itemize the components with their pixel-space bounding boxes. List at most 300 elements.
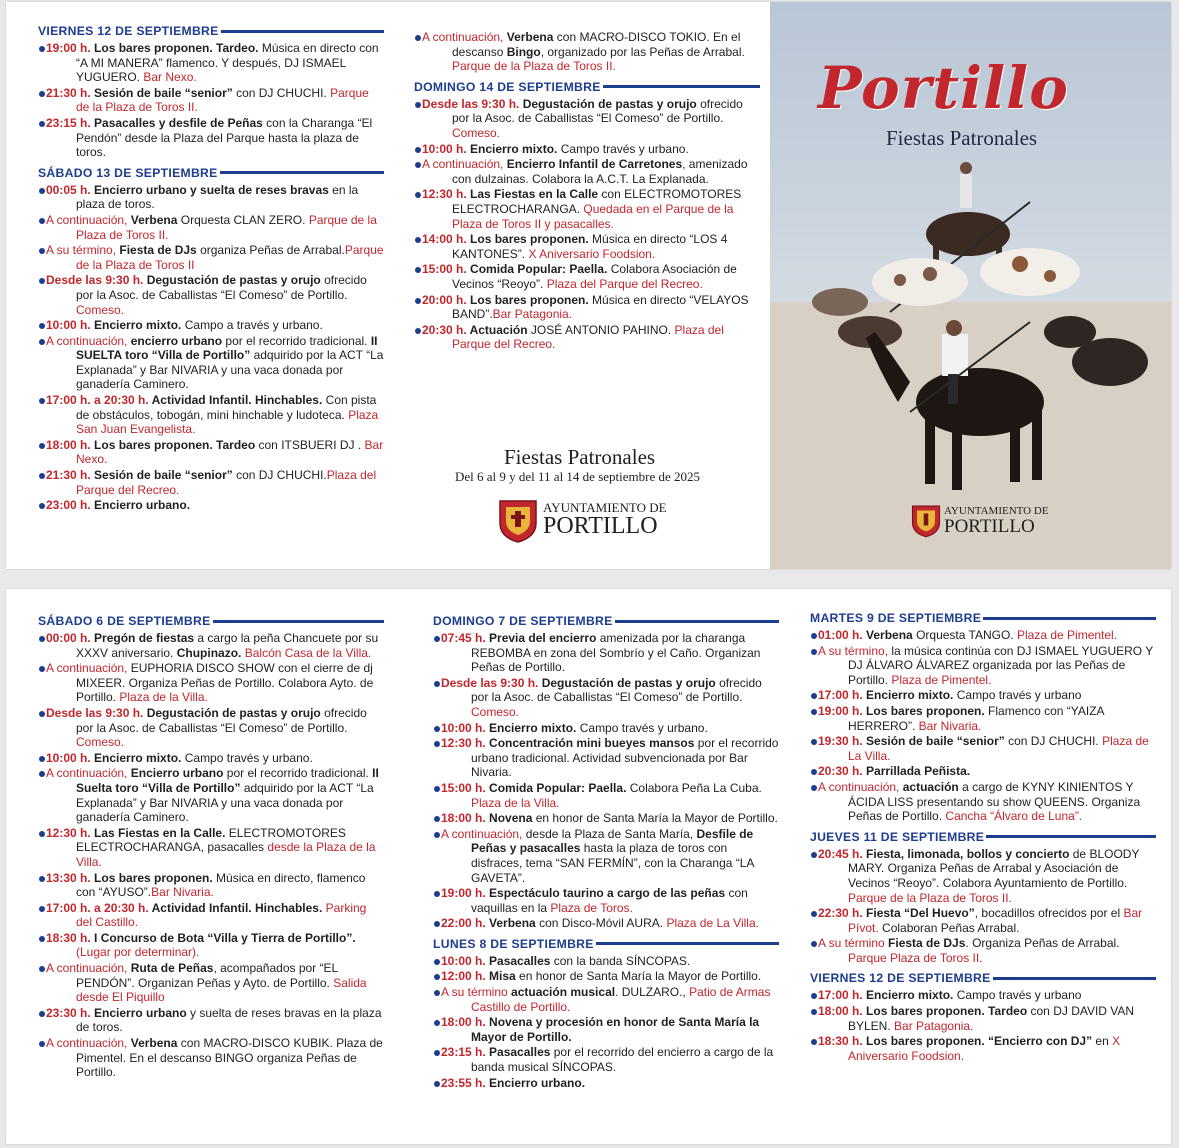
event-time: 20:00 h. <box>422 292 471 307</box>
event-text <box>441 954 690 968</box>
bullet-icon <box>39 248 45 254</box>
event-text <box>46 1036 383 1079</box>
bullet-icon <box>434 959 440 965</box>
event-time: 20:30 h. <box>818 764 867 779</box>
day-header-text: VIERNES 12 DE SEPTIEMBRE <box>810 971 991 986</box>
event-text <box>422 232 727 261</box>
event-title: Actuación <box>469 322 528 337</box>
event-item <box>414 97 760 141</box>
event-title: Sesión de baile “senior” <box>94 85 233 100</box>
bullet-icon <box>415 267 421 273</box>
event-description: con MACRO-DISCO KUBIK. Plaza de Pimentel. En el descanso BINGO organiza Peñas de Portillo. <box>76 1036 383 1080</box>
event-time: 18:00 h. <box>441 811 490 826</box>
event-place: Plaza del Parque del Recreo. <box>543 276 703 291</box>
event-title: actuación <box>899 779 959 794</box>
event-prefix: A continuación, <box>422 157 504 172</box>
event-time: 15:00 h. <box>441 780 490 795</box>
bullet-icon <box>39 666 45 672</box>
event-title: Encierro mixto. <box>94 750 182 765</box>
event-place: X Aniversario Foodsion. <box>848 1034 1121 1063</box>
event-place: Plaza de la Villa. <box>116 690 208 705</box>
event-time: 07:45 h. <box>441 631 490 645</box>
bullet-icon <box>39 1041 45 1047</box>
event-description: con ITSBUERI DJ . <box>255 437 362 452</box>
event-title: Encierro urbano y suelta de reses bravas <box>94 182 329 197</box>
event-time: 10:00 h. <box>441 953 490 968</box>
event-item <box>433 1015 779 1044</box>
bullet-icon <box>811 709 817 715</box>
event-place: Bar Patagonia. <box>890 1018 974 1033</box>
event-title: Degustación de pastas y orujo <box>146 705 321 720</box>
event-text <box>441 781 762 810</box>
event-title: Actividad Infantil. Hinchables. <box>151 393 323 408</box>
event-description: con DJ CHUCHI. <box>1004 734 1099 749</box>
event-item <box>38 393 384 437</box>
bullet-icon <box>39 756 45 762</box>
event-text <box>818 988 1081 1002</box>
event-text <box>46 393 378 436</box>
bullet-icon <box>434 741 440 747</box>
event-item <box>38 498 384 513</box>
brand-title: Portillo <box>818 54 1069 122</box>
event-item <box>38 273 384 317</box>
bottom-column-3 <box>810 611 1156 1069</box>
event-description: con DJ CHUCHI. <box>232 468 327 483</box>
event-prefix: A continuación, <box>818 779 900 794</box>
event-time: 19:30 h. <box>818 734 867 749</box>
day-header <box>38 166 384 180</box>
event-place: Comeso. <box>76 302 125 317</box>
event-title: Fiesta, limonada, bollos y concierto <box>866 846 1070 861</box>
event-item <box>414 157 760 186</box>
event-title: Degustación de pastas y orujo <box>541 675 716 690</box>
event-prefix: A continuación, <box>46 1036 128 1051</box>
event-item <box>810 936 1156 965</box>
event-time: 21:30 h. <box>46 468 95 483</box>
event-item <box>414 262 760 291</box>
event-description: la música continúa con DJ ISMAEL YUGUERO Y DJ ÁLVARO ÁLVAREZ organizada por las Peñas de Portillo. <box>848 643 1154 687</box>
event-item <box>433 811 779 826</box>
bullet-icon <box>811 911 817 917</box>
day-section <box>38 24 384 160</box>
day-header <box>38 614 384 628</box>
event-text <box>422 97 743 140</box>
event-description: de BLOODY MARY. Organiza Peñas de Arrabal y Asociación de Vecinos “Reoyo”. Colabora Ayuntamiento de Portillo. <box>848 846 1140 890</box>
event-time: 19:00 h. <box>818 703 867 718</box>
header-rule <box>221 30 384 33</box>
event-text <box>46 318 323 332</box>
event-time: 17:00 h. <box>818 688 867 703</box>
event-item <box>810 847 1156 905</box>
event-text <box>818 688 1081 702</box>
top-column-1 <box>38 24 384 519</box>
event-item <box>38 901 384 930</box>
event-place: Plaza de Toros. <box>547 900 633 915</box>
bullet-icon <box>434 1081 440 1087</box>
event-text <box>441 631 760 674</box>
event-title: Verbena <box>127 212 178 227</box>
event-title-2: II Suelta toro “Villa de Portillo” <box>76 766 379 795</box>
event-title: Parrillada Peñista. <box>866 764 971 779</box>
event-text <box>441 736 778 779</box>
event-item <box>810 988 1156 1003</box>
event-item <box>810 780 1156 824</box>
day-header <box>38 24 384 38</box>
event-place: Parque de la Plaza de Toros II. <box>848 890 1012 905</box>
day-section <box>810 971 1156 1063</box>
event-text <box>46 661 373 704</box>
day-section <box>810 830 1156 966</box>
event-title: Sesión de baile “senior” <box>866 734 1005 749</box>
day-section <box>38 614 384 1080</box>
event-place: Plaza de La Villa. <box>663 916 759 931</box>
event-description: por el recorrido tradicional. <box>223 766 373 781</box>
event-time: 01:00 h. <box>818 628 867 642</box>
header-rule <box>993 977 1156 980</box>
event-item <box>433 631 779 675</box>
bullet-icon <box>39 711 45 717</box>
event-time: 12:30 h. <box>46 825 95 840</box>
event-item <box>38 871 384 900</box>
bullet-icon <box>415 328 421 334</box>
event-text <box>441 969 761 983</box>
event-description: Música en directo con “A MI MANERA” flamenco. Y después, DJ ISMAEL YUGUERO. <box>76 41 379 85</box>
event-prefix: A su término <box>818 936 885 951</box>
event-text <box>46 498 190 512</box>
event-text <box>422 187 741 230</box>
event-item <box>433 1076 779 1091</box>
event-place: Balcón Casa de la Villa. <box>241 645 372 660</box>
event-time: 12:00 h. <box>441 969 490 984</box>
event-text <box>46 183 358 212</box>
event-item <box>433 916 779 931</box>
bullet-icon <box>39 121 45 127</box>
event-title: Encierro urbano <box>127 766 224 781</box>
event-text <box>46 631 378 660</box>
event-prefix: A su término <box>441 985 508 1000</box>
event-title: Encierro urbano. <box>94 498 191 513</box>
event-title: Los bares proponen. Tardeo. <box>94 41 259 55</box>
event-time: 13:30 h. <box>46 870 95 885</box>
bullet-icon <box>434 974 440 980</box>
event-item <box>38 86 384 115</box>
day-header-text: SÁBADO 13 DE SEPTIEMBRE <box>38 165 218 180</box>
event-title: Pasacalles <box>489 953 551 968</box>
event-time: 12:30 h. <box>422 187 471 202</box>
event-place: Parque de la Plaza de Toros II. <box>76 85 369 115</box>
event-text <box>46 931 356 960</box>
event-text <box>46 86 369 115</box>
event-title: Novena y procesión en honor de Santa María la Mayor de Portillo. <box>471 1015 760 1044</box>
event-item <box>38 213 384 242</box>
event-title: Pasacalles <box>489 1045 551 1060</box>
event-title: Encierro mixto. <box>470 141 558 156</box>
event-time: 20:45 h. <box>818 846 867 861</box>
event-title: Concentración mini bueyes mansos <box>489 736 695 751</box>
event-text <box>818 644 1153 687</box>
event-title: Fiesta de DJs <box>116 243 197 258</box>
event-title: actuación musical <box>507 985 616 1000</box>
bullet-icon <box>811 1009 817 1015</box>
event-description: con DJ DAVID VAN BYLEN. <box>848 1004 1135 1033</box>
event-text <box>441 916 759 930</box>
event-item <box>433 736 779 780</box>
bullet-icon <box>39 188 45 194</box>
event-place: Plaza del Parque del Recreo. <box>452 322 724 352</box>
day-header-text: MARTES 9 DE SEPTIEMBRE <box>810 611 982 625</box>
event-item <box>414 187 760 231</box>
event-description: Música en directo, flamenco con “AYUSO”. <box>76 870 366 900</box>
top-column-2 <box>414 30 760 358</box>
event-item <box>433 985 779 1014</box>
event-description: Orquesta TANGO. <box>912 628 1014 642</box>
event-item <box>414 323 760 352</box>
event-description: con vaquillas en la <box>471 886 748 915</box>
event-item <box>414 142 760 157</box>
bullet-icon <box>39 876 45 882</box>
event-time: 10:00 h. <box>422 141 471 156</box>
event-title: Encierro Infantil de Carretones <box>503 157 683 172</box>
event-place: Bar Nivaria. <box>151 885 214 900</box>
bullet-icon <box>811 769 817 775</box>
event-prefix: A continuación, <box>46 661 128 676</box>
day-header-text: DOMINGO 7 DE SEPTIEMBRE <box>433 614 613 628</box>
event-item <box>433 954 779 969</box>
bullet-icon <box>811 693 817 699</box>
event-text <box>441 886 748 915</box>
event-place: Bar Patagonia. <box>492 307 573 322</box>
event-place: Bar Nexo. <box>140 70 197 85</box>
bottom-column-2 <box>433 614 779 1096</box>
event-text <box>422 262 737 291</box>
event-place: Comeso. <box>452 125 501 140</box>
event-item <box>433 721 779 736</box>
event-place: Cancha “Álvaro de Luna”. <box>942 809 1083 824</box>
event-description: amenizada por la charanga REBOMBA en zona del Sombrío y el Caño. Organizan Peñas de Portillo. <box>471 631 761 675</box>
day-header <box>810 830 1156 844</box>
header-rule <box>220 171 384 174</box>
event-description: desde la Plaza de Santa María, <box>522 826 697 841</box>
bullet-icon <box>434 816 440 822</box>
event-title: Los bares proponen. <box>866 703 985 718</box>
event-place: Parking del Castillo. <box>76 900 367 930</box>
event-text <box>46 438 383 467</box>
event-description: con DJ CHUCHI. <box>232 85 327 100</box>
event-text <box>46 961 367 1004</box>
event-time: 23:15 h. <box>441 1045 490 1060</box>
event-place: Plaza de Pimentel. <box>1013 628 1118 642</box>
event-description: con MACRO-DISCO TOKIO. En el descanso <box>452 30 741 59</box>
logo-line-1: AYUNTAMIENTO DE <box>543 500 667 515</box>
event-description: Campo través y urbano. <box>576 720 708 735</box>
bullet-icon <box>415 237 421 243</box>
bullet-icon <box>434 1050 440 1056</box>
logo-line-2: PORTILLO <box>543 513 658 539</box>
event-place: Parque de la Plaza de Toros II. <box>452 59 616 74</box>
event-time: 14:00 h. <box>422 232 471 247</box>
event-prefix: A continuación, <box>422 30 504 44</box>
day-section <box>38 166 384 513</box>
event-text <box>818 1004 1134 1033</box>
event-text <box>46 273 367 316</box>
header-rule <box>596 942 779 945</box>
event-item <box>810 628 1156 643</box>
event-prefix: A su término, <box>46 243 117 258</box>
event-description-2: hasta la plaza de toros con disfraces, tema “SAN FERMÍN”, con la Charanga “LA GAVETA”. <box>471 841 754 885</box>
event-item <box>38 631 384 660</box>
event-description: Colabora Peña La Cuba. <box>626 780 762 795</box>
event-title: Encierro mixto. <box>489 720 577 735</box>
event-title: I Concurso de Bota “Villa y Tierra de Portillo”. <box>94 930 356 945</box>
bullet-icon <box>39 771 45 777</box>
event-prefix: A continuación, <box>46 766 128 781</box>
event-title: Los bares proponen. Tardeo <box>94 437 256 452</box>
bullet-icon <box>434 786 440 792</box>
event-item <box>38 961 384 1005</box>
bullet-icon <box>39 218 45 224</box>
event-item <box>433 969 779 984</box>
event-text <box>818 764 970 778</box>
event-place: Bar Nivaria. <box>915 718 982 733</box>
event-description-2: adquirido por la ACT “La Explanada” y Bar NIVARIA y una vaca donada por ganadería Caminero. <box>76 348 384 392</box>
event-item <box>38 826 384 870</box>
event-description: en honor de Santa María la Mayor de Portillo. <box>532 811 778 826</box>
event-text <box>46 826 375 869</box>
header-rule <box>986 835 1156 838</box>
event-text <box>422 323 724 352</box>
event-text <box>441 827 754 885</box>
event-item <box>38 334 384 392</box>
center-dates: Del 6 al 9 y del 11 al 14 de septiembre de 2025 <box>455 469 701 484</box>
event-title: Los bares proponen. <box>470 292 589 307</box>
event-prefix: A su término, <box>818 643 889 658</box>
event-item <box>38 931 384 960</box>
event-item <box>38 318 384 333</box>
event-item <box>38 1036 384 1080</box>
event-text <box>46 751 313 765</box>
event-item <box>38 41 384 85</box>
event-title: Previa del encierro <box>489 631 597 645</box>
bullet-icon <box>39 91 45 97</box>
bullet-icon <box>39 46 45 52</box>
bullet-icon <box>39 398 45 404</box>
event-item <box>810 704 1156 733</box>
event-text <box>46 766 379 824</box>
bullet-icon <box>39 1011 45 1017</box>
bullet-icon <box>415 192 421 198</box>
event-title: Los bares proponen. <box>470 232 589 247</box>
bullet-icon <box>434 1020 440 1026</box>
event-description: EUPHORIA DISCO SHOW con el cierre de dj MIXEER. Organiza Peñas de Portillo. Colabora Ayto. de Portillo. <box>76 661 374 705</box>
day-header <box>810 971 1156 985</box>
event-description: Campo través y urbano. <box>557 141 689 156</box>
event-time: Desde las 9:30 h. <box>46 705 147 720</box>
event-description: a cargo de KYNY KINIENTOS Y ÁCIDA LISS presentando su show QUEENS. Organiza Peñas de Portillo. <box>848 779 1141 824</box>
bullet-icon <box>434 832 440 838</box>
event-text <box>46 334 383 392</box>
event-time: 17:00 h. a 20:30 h. <box>46 900 152 915</box>
bullet-icon <box>39 278 45 284</box>
day-section <box>414 30 760 74</box>
event-item <box>414 293 760 322</box>
event-text <box>441 721 708 735</box>
event-item <box>38 183 384 212</box>
event-description: en <box>1092 1034 1109 1049</box>
event-description: . DULZARO., <box>615 985 686 1000</box>
event-item <box>38 706 384 750</box>
event-description: en la plaza de toros. <box>76 182 359 212</box>
event-place: Plaza de La Villa. <box>848 734 1149 763</box>
event-title: Novena <box>489 811 533 826</box>
event-item <box>433 827 779 885</box>
event-description: , amenizado con dulzainas. Colabora la A.C.T. La Explanada. <box>452 157 748 186</box>
event-place: Comeso. <box>471 704 520 719</box>
event-title: Los bares proponen. Tardeo <box>866 1004 1028 1019</box>
event-place: Bar Pívot. <box>848 906 1143 935</box>
event-item <box>38 438 384 467</box>
event-title-2: Chupinazo. <box>176 645 242 660</box>
event-description: por el recorrido urbano tradicional. Actividad subvencionada por Bar Nivaria. <box>471 736 779 780</box>
event-time: 18:30 h. <box>818 1034 867 1049</box>
header-rule <box>213 620 384 623</box>
bullet-icon <box>415 147 421 153</box>
event-title: Encierro mixto. <box>94 318 182 333</box>
event-description: , acompañados por “EL PENDÓN”. Organizan Peñas y Ayto. de Portillo. <box>76 961 338 990</box>
event-description-2: , organizado por las Peñas de Arrabal. <box>540 44 745 59</box>
event-text <box>441 1076 585 1090</box>
event-title: Misa <box>489 969 516 984</box>
event-item <box>414 30 760 74</box>
event-text <box>818 704 1104 733</box>
event-item <box>810 734 1156 763</box>
event-description: con ELECTROMOTORES ELECTROCHARANGA. <box>452 187 742 216</box>
event-time: Desde las 9:30 h. <box>46 273 147 288</box>
event-title: Sesión de baile “senior” <box>94 468 233 483</box>
event-description-2: Colaboran Peñas Arrabal. <box>878 920 1020 935</box>
event-title: Las Fiestas en la Calle <box>470 187 599 202</box>
event-time: 17:00 h. a 20:30 h. <box>46 393 152 408</box>
header-rule <box>615 620 779 623</box>
event-text <box>818 847 1139 905</box>
event-item <box>38 1006 384 1035</box>
bullet-icon <box>415 298 421 304</box>
event-time: 20:30 h. <box>422 322 470 337</box>
event-prefix: A continuación, <box>46 333 128 348</box>
event-description: . Organiza Peñas de Arrabal. <box>965 936 1120 951</box>
brand-subtitle: Fiestas Patronales <box>886 126 1038 150</box>
event-time: 19:00 h. <box>441 886 490 901</box>
event-place: Patio de Armas Castillo de Portillo. <box>471 985 771 1014</box>
bullet-icon <box>39 503 45 509</box>
bottom-column-1 <box>38 614 384 1086</box>
event-place: Quedada en el Parque de la Plaza de Toros II y pasacalles. <box>452 201 734 231</box>
event-time: 22:00 h. <box>441 916 490 931</box>
bullet-icon <box>811 785 817 791</box>
bullet-icon <box>811 1039 817 1045</box>
event-time: 23:30 h. <box>46 1005 95 1020</box>
event-title: Verbena <box>503 30 554 44</box>
event-text <box>441 811 778 825</box>
event-place: Salida desde El Piquillo <box>76 975 367 1005</box>
event-description-2: adquirido por la ACT “La Explanada” y Bar NIVARIA y una vaca donada por ganadería Caminero. <box>76 780 374 825</box>
event-text <box>46 1006 382 1035</box>
event-text <box>46 468 376 497</box>
event-text <box>46 871 365 900</box>
event-item <box>433 1045 779 1074</box>
event-title: encierro urbano <box>127 333 223 348</box>
event-title: Los bares proponen. <box>94 870 213 885</box>
event-text <box>441 985 770 1014</box>
